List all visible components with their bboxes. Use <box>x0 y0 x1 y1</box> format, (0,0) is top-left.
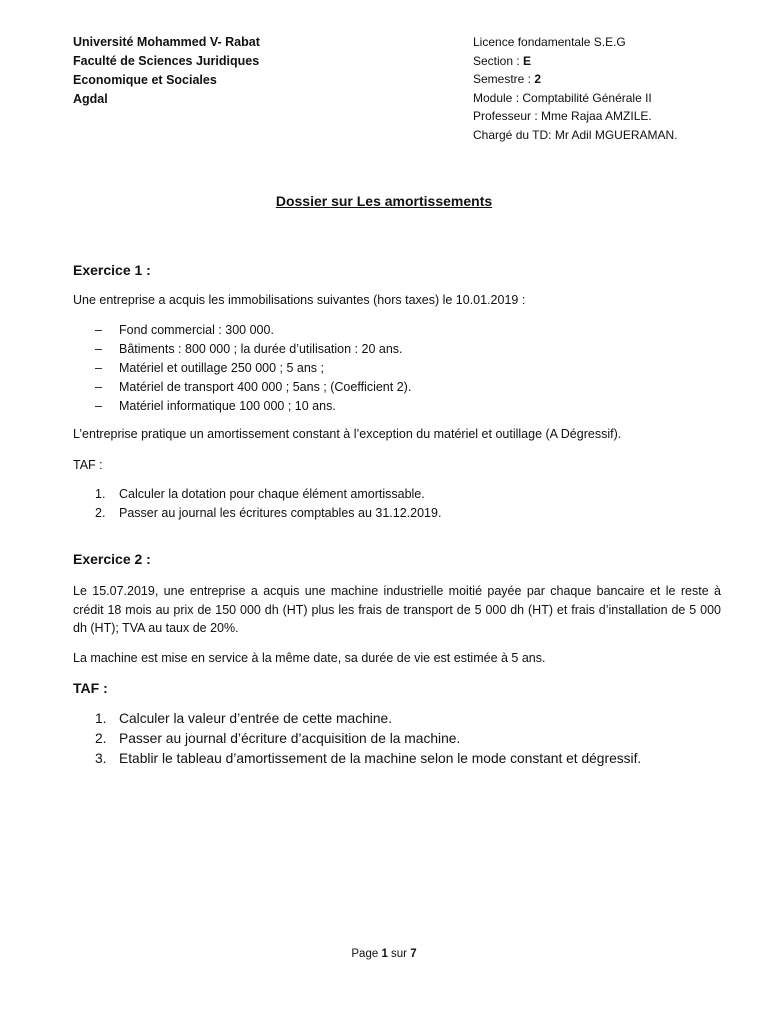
section-label: Section : <box>473 53 524 68</box>
page-current: 1 <box>381 948 388 960</box>
header-line: Faculté de Sciences Juridiques <box>73 54 260 68</box>
dash-bullet: – <box>95 323 102 337</box>
exercise1-taf: TAF : <box>73 458 103 472</box>
item-number: 3. <box>95 751 107 766</box>
item-number: 1. <box>95 711 107 726</box>
asset-list <box>95 321 411 416</box>
item-number: 1. <box>95 487 106 501</box>
list-item <box>95 378 411 397</box>
list-item-text: Etablir le tableau d’amortissement de la machine selon le mode constant et dégressif. <box>119 751 642 766</box>
page-label: Page <box>351 948 382 960</box>
list-item-text: Matériel de transport 400 000 ; 5ans ; (Coefficient 2). <box>119 380 412 394</box>
page-sep: sur <box>387 948 411 960</box>
list-item <box>95 729 641 749</box>
exercise2-tasks <box>95 709 641 769</box>
program-line: Licence fondamentale S.E.G <box>473 35 626 49</box>
exercise1-intro: Une entreprise a acquis les immobilisations suivantes (hors taxes) le 10.01.2019 : <box>73 293 526 307</box>
section-line <box>473 52 678 71</box>
university-header <box>73 33 260 109</box>
list-item-text: Matériel informatique 100 000 ; 10 ans. <box>119 399 336 413</box>
list-item-text: Calculer la valeur d’entrée de cette machine. <box>119 711 393 726</box>
header-line: Economique et Sociales <box>73 73 217 87</box>
list-item <box>95 340 411 359</box>
exercise2-lifetime: La machine est mise en service à la même date, sa durée de vie est estimée à 5 ans. <box>73 651 546 665</box>
item-number: 2. <box>95 731 107 746</box>
charge-td-line: Chargé du TD: Mr Adil MGUERAMAN. <box>473 127 678 142</box>
list-item <box>95 397 411 416</box>
item-number: 2. <box>95 506 106 520</box>
dash-bullet: – <box>95 361 102 375</box>
list-item-text: Matériel et outillage 250 000 ; 5 ans ; <box>119 361 324 375</box>
list-item-text: Passer au journal d’écriture d’acquisition de la machine. <box>119 731 461 746</box>
exercise2-title: Exercice 2 : <box>73 551 151 567</box>
list-item <box>95 485 441 504</box>
document-title: Dossier sur Les amortissements <box>275 193 493 209</box>
exercise1-tasks <box>95 485 441 523</box>
exercise1-title: Exercice 1 : <box>73 262 151 278</box>
list-item <box>95 749 641 769</box>
list-item <box>95 709 641 729</box>
semestre-line <box>473 70 678 89</box>
module-line: Module : Comptabilité Générale II <box>473 90 652 105</box>
page-footer <box>0 948 768 960</box>
list-item-text: Bâtiments : 800 000 ; la durée d’utilisation : 20 ans. <box>119 342 403 356</box>
header-line: Agdal <box>73 92 108 106</box>
section-value: E <box>523 53 532 68</box>
semestre-value: 2 <box>534 72 542 86</box>
header-line: Université Mohammed V- Rabat <box>73 35 260 49</box>
list-item <box>95 359 411 378</box>
exercise2-taf: TAF : <box>73 680 108 696</box>
list-item-text: Calculer la dotation pour chaque élément amortissable. <box>119 487 425 501</box>
exercise1-note: L’entreprise pratique un amortissement constant à l’exception du matériel et outillage (A Dégressif). <box>73 427 622 441</box>
list-item-text: Passer au journal les écritures comptables au 31.12.2019. <box>119 506 442 520</box>
professeur-line: Professeur : Mme Rajaa AMZILE. <box>473 109 652 123</box>
list-item <box>95 504 441 523</box>
page-total: 7 <box>410 948 417 960</box>
list-item-text: Fond commercial : 300 000. <box>119 323 274 337</box>
list-item <box>95 321 411 340</box>
semestre-label: Semestre : <box>473 72 535 86</box>
dash-bullet: – <box>95 399 102 413</box>
dash-bullet: – <box>95 342 102 356</box>
exercise2-paragraph: Le 15.07.2019, une entreprise a acquis une machine industrielle moitié payée par chaque bancaire et le reste à crédit 18 mois au prix de 150 000 dh (HT) plus les frais de transport de 5 000 dh (HT) et frais d’installation de 5 000 dh (HT); TVA au taux de 20%. <box>73 584 721 635</box>
course-info <box>473 33 678 144</box>
dash-bullet: – <box>95 380 102 394</box>
